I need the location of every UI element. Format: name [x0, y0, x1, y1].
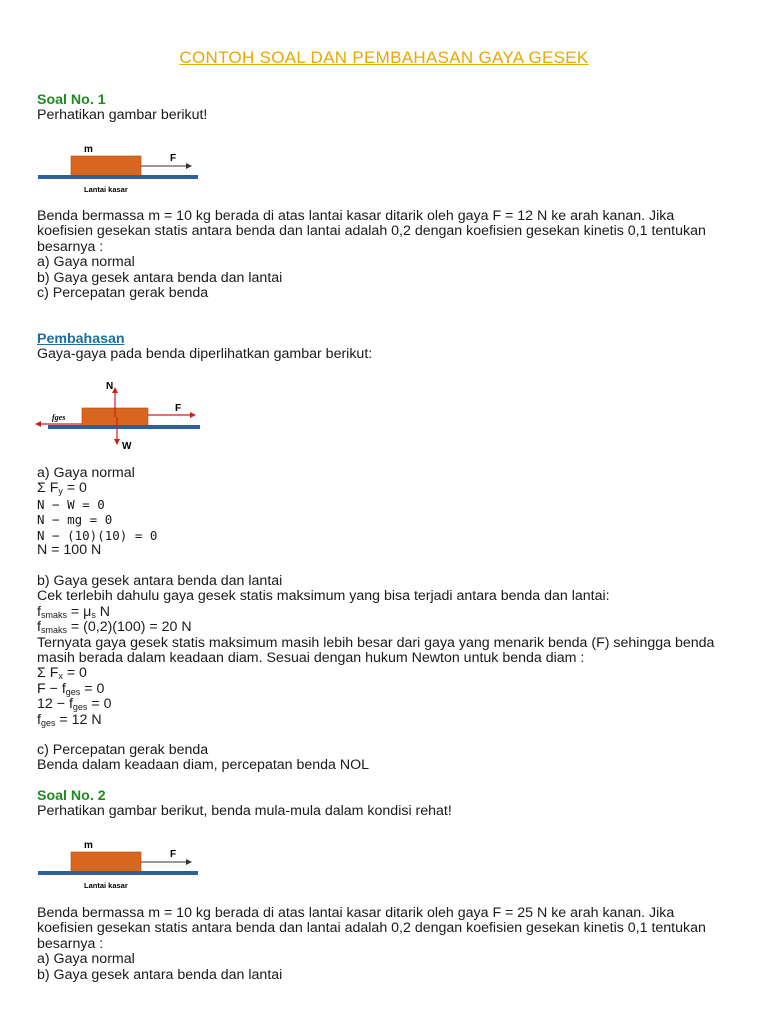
problem-line: besarnya :	[37, 935, 104, 952]
soal1-problem	[37, 209, 706, 301]
soal2-floor	[38, 871, 198, 875]
result-line: N = 100 N	[37, 542, 102, 559]
soal2-intro: Perhatikan gambar berikut, benda mula-mula dalam kondisi rehat!	[37, 803, 452, 820]
weight-label: W	[122, 441, 132, 452]
conclusion-line: masih berada dalam keadaan diam. Sesuai dengan hukum Newton untuk benda diam :	[37, 650, 585, 667]
problem-line: Benda bermassa m = 10 kg berada di atas lantai kasar ditarik oleh gaya F = 12 N ke arah kanan. Jika	[37, 208, 675, 224]
question-item: c) Percepatan gerak benda	[37, 285, 209, 302]
part-b	[37, 574, 714, 728]
problem-line: koefisien gesekan statis antara benda dan lantai adalah 0,2 dengan koefisien gesekan kinetis 0,1 tentukan	[37, 223, 706, 240]
part-a	[37, 466, 157, 558]
equation-12-minus-fges: $12 - f_{ges} = 0$	[37, 696, 112, 713]
soal1-force-arrowhead	[186, 163, 192, 169]
soal1-figure	[36, 140, 206, 198]
soal1-floor-label: Lantai kasar	[84, 185, 128, 194]
equation-fsmaks-mu: $f_{smaks} = \mu_s$ N	[37, 603, 110, 620]
pembahasan-intro: Gaya-gaya pada benda diperlihatkan gambar berikut:	[37, 346, 373, 363]
soal2-problem	[37, 906, 706, 983]
soal2-floor-label: Lantai kasar	[84, 881, 128, 890]
soal2-force-label: F	[170, 849, 177, 860]
soal2-figure	[36, 836, 206, 894]
equation-fges-result: $f_{ges} = 12$ N	[37, 711, 102, 728]
pembahasan-heading: Pembahasan	[37, 331, 125, 347]
equation-line: N − mg = 0	[37, 512, 113, 528]
equation-sum-fx: Σ $F_x = 0$	[37, 665, 87, 682]
weight-arrowhead	[114, 439, 120, 445]
soal1-heading: Soal No. 1	[37, 92, 106, 108]
soal1-section	[37, 93, 207, 124]
part-c-answer: Benda dalam keadaan diam, percepatan benda NOL	[37, 757, 370, 774]
problem-line: koefisien gesekan statis antara benda dan lantai adalah 0,2 dengan koefisien gesekan kinetis 0,1 tentukan	[37, 920, 706, 937]
soal1-floor	[38, 175, 198, 179]
part-a-heading: a) Gaya normal	[37, 465, 135, 481]
question-item: a) Gaya normal	[37, 254, 135, 271]
friction-label: fges	[52, 413, 66, 422]
soal1-mass-label: m	[84, 144, 93, 155]
force-label: F	[175, 403, 182, 414]
question-item: b) Gaya gesek antara benda dan lantai	[37, 966, 283, 983]
fbd-floor	[48, 425, 200, 429]
equation-line: N − (10)(10) = 0	[37, 527, 158, 543]
equation-line: N − W = 0	[37, 496, 105, 512]
soal2-force-arrowhead	[186, 859, 192, 865]
soal1-force-label: F	[170, 153, 177, 164]
soal2-block	[71, 852, 141, 872]
normal-label: N	[106, 381, 114, 392]
equation-fsmaks-value: $f_{smaks} = (0,2)(100) = 20$ N	[37, 619, 192, 636]
pembahasan-section	[37, 332, 372, 363]
soal2-heading: Soal No. 2	[37, 788, 106, 804]
question-item: a) Gaya normal	[37, 951, 135, 968]
friction-arrowhead	[35, 421, 41, 427]
part-b-heading: b) Gaya gesek antara benda dan lantai	[37, 573, 283, 589]
applied-force-arrowhead	[190, 412, 196, 418]
soal2-mass-label: m	[84, 840, 93, 851]
equation-f-minus-fges: $F - f_{ges} = 0$	[37, 680, 105, 697]
part-b-check: Cek terlebih dahulu gaya gesek statis maksimum yang bisa terjadi antara benda dan lantai:	[37, 588, 610, 605]
page-title: CONTOH SOAL DAN PEMBAHASAN GAYA GESEK	[179, 48, 589, 67]
conclusion-line: Ternyata gaya gesek statis maksimum masih lebih besar dari gaya yang menarik benda (F) sehingga benda	[37, 634, 715, 651]
soal2-section	[37, 789, 452, 820]
pembahasan-figure	[30, 378, 210, 454]
soal1-intro: Perhatikan gambar berikut!	[37, 107, 208, 124]
question-item: b) Gaya gesek antara benda dan lantai	[37, 269, 283, 286]
part-c	[37, 743, 369, 774]
problem-line: Benda bermassa m = 10 kg berada di atas lantai kasar ditarik oleh gaya F = 25 N ke arah kanan. Jika	[37, 905, 675, 921]
equation-sum-fy: Σ $F_y = 0$	[37, 480, 87, 497]
problem-line: besarnya :	[37, 238, 104, 255]
soal1-block	[71, 156, 141, 176]
part-c-heading: c) Percepatan gerak benda	[37, 742, 209, 758]
